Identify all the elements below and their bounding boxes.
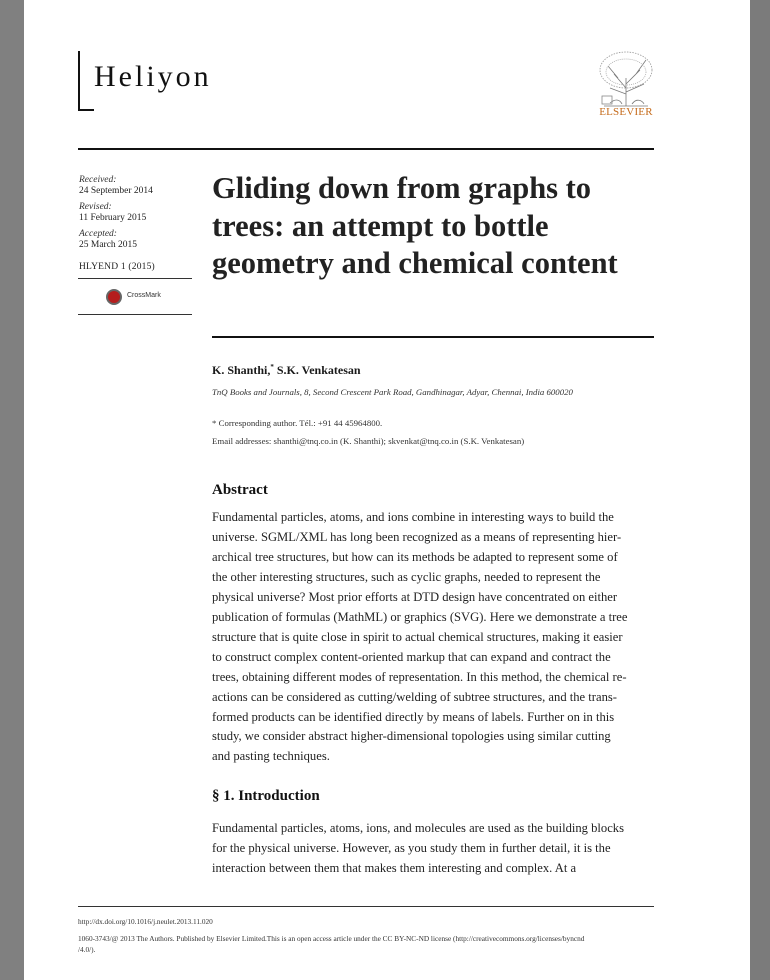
- revised-label: Revised:: [79, 202, 112, 212]
- journal-name: Heliyon: [94, 60, 212, 93]
- introduction-body: [212, 819, 654, 879]
- introduction-heading: § 1. Introduction: [212, 788, 320, 804]
- corresponding-author: * Corresponding author. Tél.: +91 44 45964800.: [212, 418, 383, 428]
- abstract-line: archical tree structures, but how can its methods be adapted to represent some of: [212, 549, 618, 564]
- license-line: 1060-3743/@ 2013 The Authors. Published by Elsevier Limited.This is an open access article under the CC BY-NC-ND license (http://creativecommons.org/licenses/byncnd: [78, 934, 585, 943]
- title-rule: [212, 336, 654, 338]
- article-id: HLYEND 1 (2015): [79, 262, 155, 272]
- corresponding-mark: *: [270, 363, 274, 371]
- meta-rule-bottom: [78, 314, 192, 315]
- received-date: 24 September 2014: [79, 186, 153, 196]
- meta-rule-top: [78, 278, 192, 279]
- introduction-line: Fundamental particles, atoms, ions, and molecules are used as the building blocks: [212, 821, 625, 835]
- abstract-line: the other interesting structures, such as cyclic graphs, needed to represent the: [212, 569, 601, 584]
- revised-date: 11 February 2015: [79, 213, 147, 223]
- abstract-line: universe. SGML/XML has long been recognized as a means of representing hier-: [212, 529, 622, 544]
- abstract-line: structure that is quite close in spirit to actual chemical structures, making it easier: [212, 629, 623, 644]
- abstract-line: Fundamental particles, atoms, and ions combine in interesting ways to build the: [212, 510, 614, 524]
- affiliation: TnQ Books and Journals, 8, Second Crescent Park Road, Gandhinagar, Adyar, Chennai, India 600020: [212, 387, 573, 397]
- license-text: [78, 933, 663, 955]
- crossmark-icon: [106, 289, 122, 305]
- viewer-margin: [750, 0, 770, 980]
- journal-bracket: [78, 51, 94, 111]
- article-title: Gliding down from graphs to trees: an attempt to bottle geometry and chemical content: [212, 171, 618, 280]
- crossmark-label: CrossMark: [127, 292, 161, 299]
- abstract-body: [212, 508, 654, 767]
- abstract-heading: Abstract: [212, 482, 268, 498]
- email-addresses: Email addresses: shanthi@tnq.co.in (K. Shanthi); skvenkat@tnq.co.in (S.K. Venkatesan): [212, 436, 525, 446]
- accepted-label: Accepted:: [79, 229, 117, 239]
- crossmark-badge[interactable]: [106, 289, 176, 307]
- received-label: Received:: [79, 175, 117, 185]
- abstract-line: and pasting techniques.: [212, 749, 330, 764]
- license-line: /4.0/).: [78, 945, 96, 954]
- article-page: [24, 0, 750, 980]
- abstract-line: physical universe? Most prior efforts at DTD design have concentrated on either: [212, 589, 618, 604]
- introduction-line: interaction between them that makes them interesting and complex. At a: [212, 860, 577, 875]
- doi-link[interactable]: http://dx.doi.org/10.1016/j.neulet.2013.11.020: [78, 917, 213, 926]
- introduction-line: for the physical universe. However, as you study them in further detail, it is the: [212, 840, 611, 855]
- abstract-line: formed products can be identified directly by means of labels. Further on in this: [212, 709, 615, 724]
- header-rule: [78, 148, 654, 150]
- abstract-line: to construct complex content-oriented markup that can expand and contract the: [212, 649, 611, 664]
- abstract-line: publication of formulas (MathML) or graphics (SVG). Here we demonstrate a tree: [212, 609, 628, 624]
- author-2: S.K. Venkatesan: [273, 363, 361, 377]
- abstract-line: study, we consider abstract higher-dimensional topologies using similar cutting: [212, 729, 611, 744]
- author-1: K. Shanthi,: [212, 363, 271, 377]
- accepted-date: 25 March 2015: [79, 240, 138, 250]
- footer-rule: [78, 906, 654, 907]
- abstract-line: actions can be considered as cutting/welding of subtree structures, and the trans-: [212, 689, 617, 704]
- abstract-line: trees, obtaining different modes of representation. In this method, the chemical re-: [212, 669, 627, 684]
- authors: [212, 363, 361, 378]
- publisher-name: ELSEVIER: [599, 106, 653, 118]
